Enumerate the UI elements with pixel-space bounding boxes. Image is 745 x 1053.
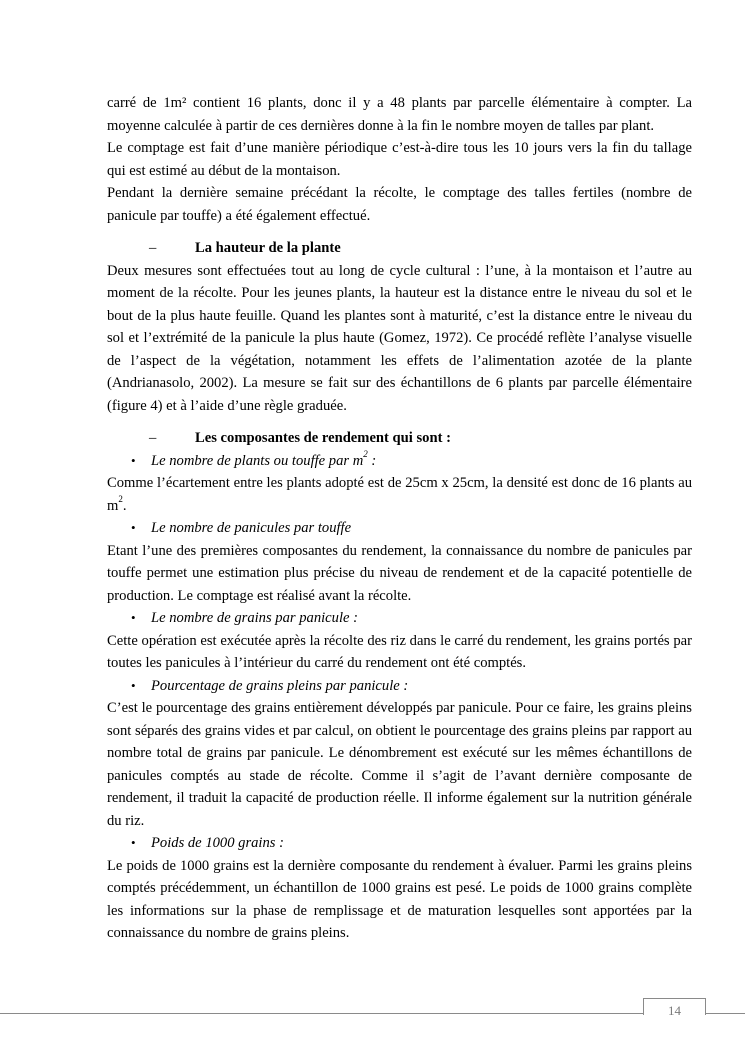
bullet-icon: • — [131, 520, 136, 535]
bullet-icon: • — [131, 452, 136, 468]
dash-marker: – — [149, 430, 157, 446]
bullet-icon: • — [131, 677, 136, 693]
paragraph-panicules: Etant l’une des premières composantes du rendement, la connaissance du nombre de panicules par touffe permet une estimation plus précise du niveau de rendement et de la capacité potentielle de production. Le comptage est réalisé avant la récolte. — [107, 542, 692, 604]
paragraph-talles-moyenne: carré de 1m² contient 16 plants, donc il y a 48 plants par parcelle élémentaire à compter. La moyenne calculée à partir de ces dernières donne à la fin le nombre moyen de talles par plant. — [107, 95, 692, 134]
paragraph-talles-fertiles: Pendant la dernière semaine précédant la récolte, le comptage des talles fertiles (nombre de panicule par touffe) a été également effectué. — [107, 185, 692, 224]
bullet-grains-par-panicule — [107, 607, 692, 630]
bullet-icon: • — [131, 835, 136, 850]
heading-hauteur-plante — [107, 237, 692, 260]
bullet-label: Le nombre de panicules par touffe — [151, 520, 352, 536]
heading-text: Les composantes de rendement qui sont : — [195, 430, 451, 446]
paragraph-comptage-periodique: Le comptage est fait d’une manière périodique c’est-à-dire tous les 10 jours vers la fin du tallage qui est estimé au début de la montaison. — [107, 140, 692, 179]
dash-marker: – — [149, 240, 157, 256]
bullet-poids-1000-grains — [107, 832, 692, 855]
heading-text: La hauteur de la plante — [195, 240, 341, 256]
paragraph-densite: Comme l’écartement entre les plants adopté est de 25cm x 25cm, la densité est donc de 16 plants au $m^2$. — [107, 475, 692, 514]
bullet-pourcentage-grains-pleins — [107, 675, 692, 698]
bullet-icon: • — [131, 610, 136, 625]
bullet-plants-par-m2 — [107, 450, 692, 473]
paragraph-grains: Cette opération est exécutée après la récolte des riz dans le carré du rendement, les grains portés par toutes les panicules à l’intérieur du carré du rendement ont été comptés. — [107, 632, 692, 671]
paragraph-pourcentage: C’est le pourcentage des grains entièrement développés par panicule. Pour ce faire, les grains pleins sont séparés des grains vides et par calcul, on obtient le pourcentage des grains pleins par rapport au nombre total de grains par panicule. Le dénombrement est exécuté sur les mêmes échantillons de panicules comptés au stade de récolte. Comme il s’agit de l’avant dernière composante de rendement, il traduit la capacité de production réelle. Il informe également sur la nutrition générale du riz. — [107, 700, 692, 829]
bullet-label: Pourcentage de grains pleins par panicule : — [151, 677, 409, 694]
bullet-label: Le nombre de plants ou touffe par $m^2$ : — [151, 448, 377, 469]
paragraph-hauteur: Deux mesures sont effectuées tout au long de cycle cultural : l’une, à la montaison et l’autre au moment de la récolte. Pour les jeunes plants, la hauteur est la distance entre le niveau du sol et le bout de la plus haute feuille. Quand les plantes sont à maturité, c’est la distance entre le niveau du sol et l’extrémité de la panicule la plus haute (Gomez, 1972). Ce procédé reflète l’analyse visuelle de l’aspect de la végétation, notamment les effets de l’alimentation azotée de la plante (Andrianasolo, 2002). La mesure se fait sur des échantillons de 6 plants par parcelle élémentaire (figure 4) et à l’aide d’une règle graduée. — [107, 262, 692, 414]
page-number: 14 — [668, 1003, 681, 1018]
bullet-label: Le nombre de grains par panicule : — [151, 610, 358, 626]
footer-rule — [0, 1013, 745, 1014]
document-page — [107, 92, 692, 945]
bullet-label: Poids de 1000 grains : — [151, 835, 284, 851]
paragraph-poids: Le poids de 1000 grains est la dernière composante du rendement à évaluer. Parmi les grains pleins comptés précédemment, un échantillon de 1000 grains est pesé. Le poids de 1000 grains complète les informations sur la phase de remplissage et de maturation lesquelles sont apportées par la connaissance du nombre de grains pleins. — [107, 857, 692, 941]
heading-composantes-rendement — [107, 427, 692, 450]
bullet-panicules-par-touffe — [107, 517, 692, 540]
